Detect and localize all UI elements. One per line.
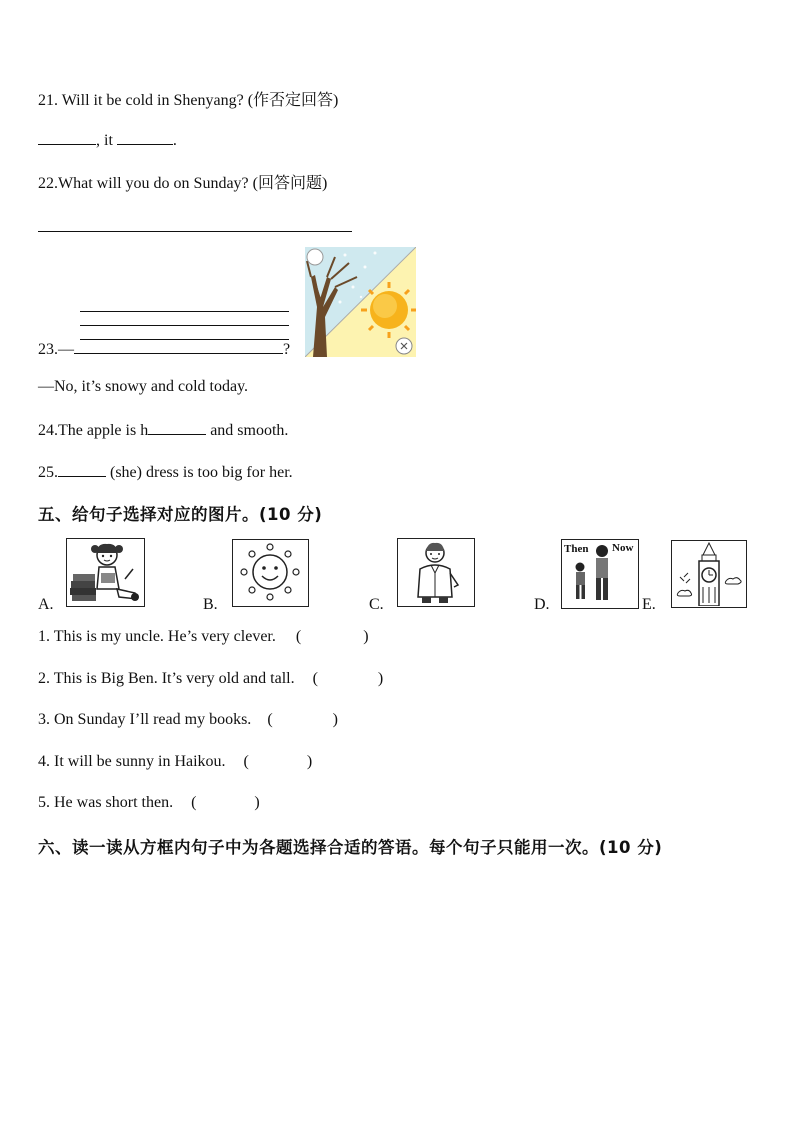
option-letter-d: D. <box>534 596 550 613</box>
answer-blank[interactable] <box>117 130 173 145</box>
answer-blank[interactable] <box>38 130 96 145</box>
writing-line[interactable] <box>80 339 289 340</box>
question-22: 22.What will you do on Sunday? (回答问题) <box>38 175 328 192</box>
question-24-text: 24.The apple is h <box>38 422 149 439</box>
question-25-text: (she) dress is too big for her. <box>106 464 293 481</box>
picture-a-girl-reading <box>66 538 145 607</box>
matching-item-5 <box>38 794 260 812</box>
answer-blank[interactable] <box>58 462 106 477</box>
picture-d-then-now <box>561 539 639 609</box>
question-25 <box>38 462 293 482</box>
answer-period: . <box>172 132 177 149</box>
question-23 <box>38 341 290 359</box>
picture-e-big-ben <box>671 540 747 608</box>
question-23-reply: —No, it’s snowy and cold today. <box>38 378 249 395</box>
matching-item-4 <box>38 753 312 771</box>
answer-line[interactable] <box>38 231 352 232</box>
section-6-heading: 六、读一读从方框内句子中为各题选择合适的答语。每个句子只能用一次。(10 分) <box>38 838 663 857</box>
picture-b-sun <box>232 539 309 607</box>
weather-picture <box>305 247 416 357</box>
writing-line[interactable] <box>80 325 289 326</box>
paren-close: ) <box>363 628 369 645</box>
paren-close: ) <box>332 711 338 728</box>
item-text: 5. He was short then. <box>38 794 174 811</box>
matching-item-1 <box>38 628 369 646</box>
paren-open: ( <box>267 711 273 728</box>
item-text: 4. It will be sunny in Haikou. <box>38 753 226 770</box>
now-label: Now <box>612 542 634 554</box>
question-25-number: 25. <box>38 464 58 481</box>
item-text: 2. This is Big Ben. It’s very old and tall. <box>38 670 295 687</box>
then-label: Then <box>564 543 589 555</box>
question-24 <box>38 420 288 440</box>
writing-line[interactable] <box>80 311 289 312</box>
answer-connector: , it <box>96 132 117 149</box>
answer-blank[interactable] <box>74 341 283 354</box>
section-5-heading: 五、给句子选择对应的图片。(10 分) <box>38 505 323 524</box>
question-23-prefix: 23.— <box>38 341 74 358</box>
item-text: 1. This is my uncle. He’s very clever. <box>38 628 276 645</box>
matching-item-2 <box>38 670 383 688</box>
question-21: 21. Will it be cold in Shenyang? (作否定回答) <box>38 92 339 109</box>
paren-close: ) <box>377 670 384 687</box>
paren-close: ) <box>306 753 313 770</box>
question-24-text-end: and smooth. <box>206 422 289 439</box>
answer-blank[interactable] <box>148 420 206 435</box>
question-21-answer <box>38 130 177 150</box>
option-letter-b: B. <box>203 596 218 613</box>
item-text: 3. On Sunday I’ll read my books. <box>38 711 252 728</box>
paren-open: ( <box>295 628 302 645</box>
paren-open: ( <box>243 753 249 770</box>
question-mark: ? <box>283 341 291 358</box>
option-letter-c: C. <box>369 596 384 613</box>
paren-open: ( <box>191 794 197 811</box>
picture-c-man <box>397 538 475 607</box>
option-letter-a: A. <box>38 596 54 613</box>
matching-item-3 <box>38 711 338 729</box>
paren-close: ) <box>254 794 260 811</box>
option-letter-e: E. <box>642 596 656 613</box>
paren-open: ( <box>312 670 318 687</box>
